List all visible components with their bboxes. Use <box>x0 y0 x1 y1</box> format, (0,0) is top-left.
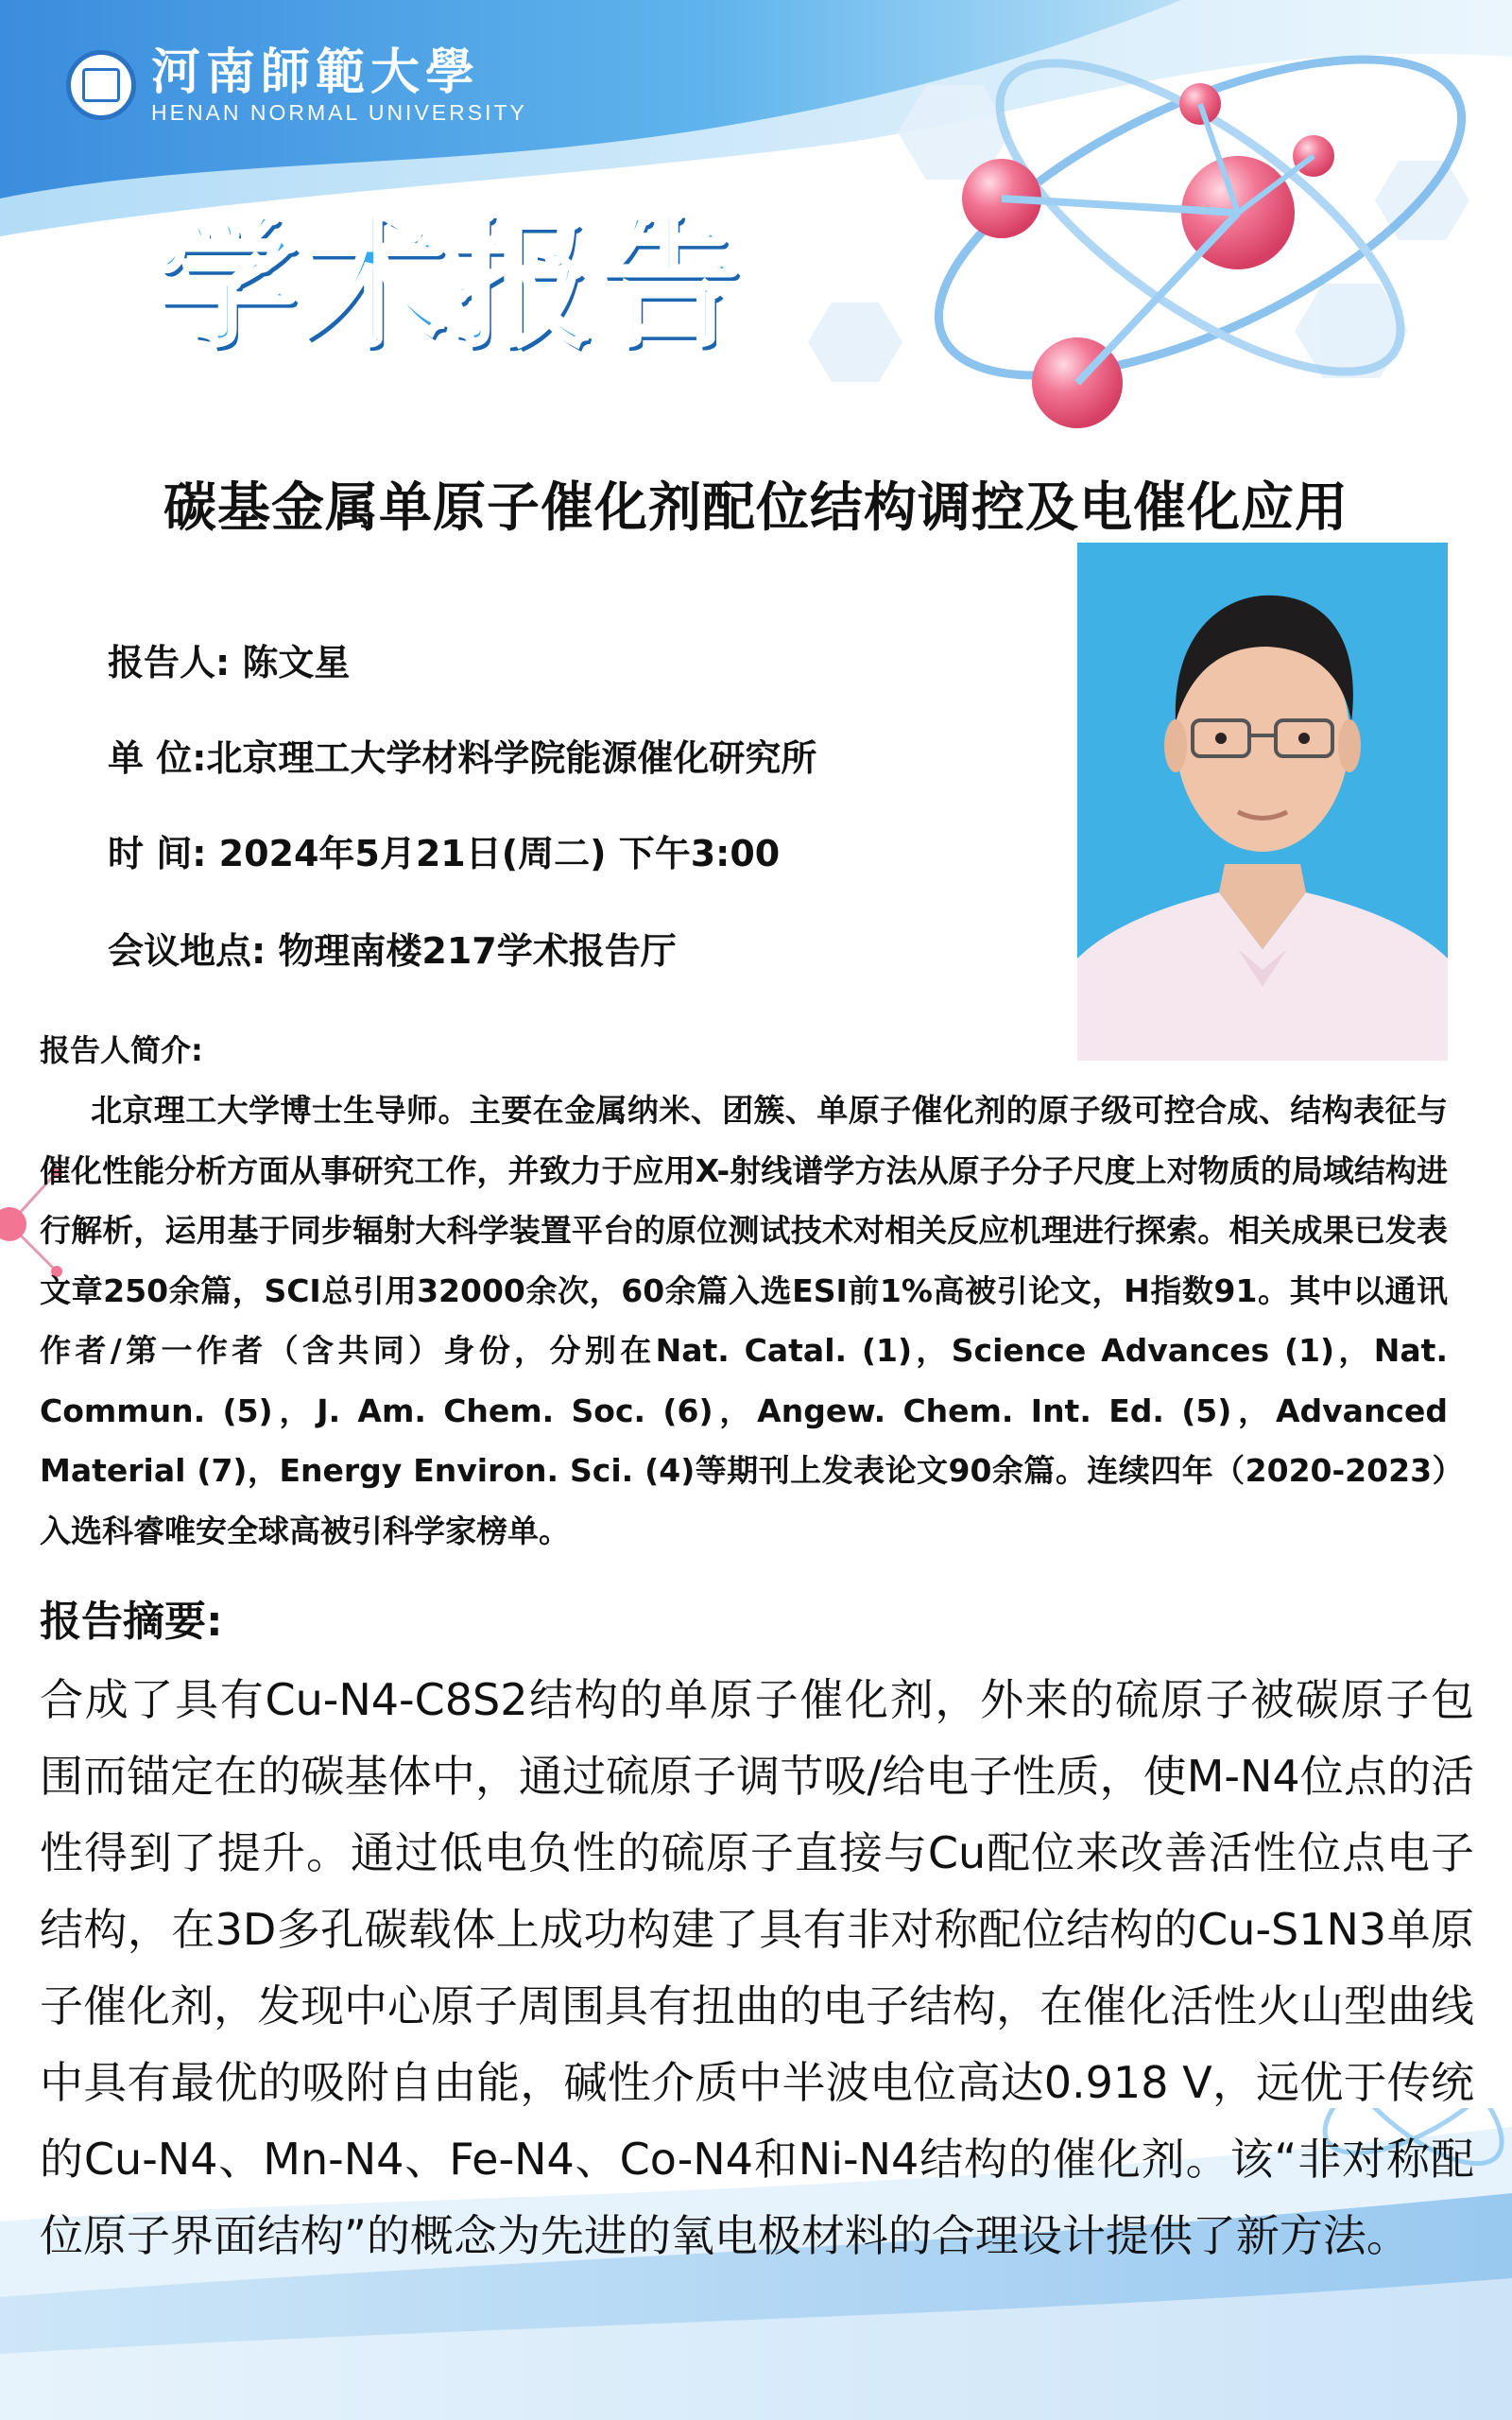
abstract-text: 合成了具有Cu-N4-C8S2结构的单原子催化剂，外来的硫原子被碳原子包围而锚定在的碳基体中，通过硫原子调节吸/给电子性质，使M-N4位点的活性得到了提升。通过低电负性的硫原子直接与Cu配位来改善活性位点电子结构，在3D多孔碳载体上成功构建了具有非对称配位结构的Cu-S1N3单原子催化剂，发现中心原子周围具有扭曲的电子结构，在催化活性火山型曲线中具有最优的吸附自由能，碱性介质中半波电位高达0.918 V，远优于传统的Cu-N4、Mn-N4、Fe-N4、Co-N4和Ni-N4结构的催化剂。该“非对称配位原子界面结构”的概念为先进的氧电极材料的合理设计提供了新方法。 <box>40 1674 1474 2261</box>
banner-title: 学术报告 <box>156 201 747 366</box>
university-seal-icon <box>66 50 136 120</box>
university-logo <box>66 45 527 125</box>
affiliation-line: 单 位:北京理工大学材料学院能源催化研究所 <box>108 737 817 779</box>
bio-text: 北京理工大学博士生导师。主要在金属纳米、团簇、单原子催化剂的原子级可控合成、结构表征与催化性能分析方面从事研究工作，并致力于应用X-射线谱学方法从原子分子尺度上对物质的局域结构进行解析，运用基于同步辐射大科学装置平台的原位测试技术对相关反应机理进行探索。相关成果已发表文章250余篇，SCI总引用32000余次，60余篇入选ESI前1%高被引论文，H指数91。其中以通讯作者/第一作者（含共同）身份，分别在Nat. Catal. (1)，Science Advances (1)，Nat. Commun. (5)，J. Am. Chem. Soc. (6)，Angew. Chem. Int. Ed. (5)，Advanced Material (7)，Energy Environ. Sci. (4)等期刊上发表论文90余篇。连续四年（2020-2023）入选科睿唯安全球高被引科学家榜单。 <box>40 1092 1448 1549</box>
talk-title: 碳基金属单原子催化剂配位结构调控及电催化应用 <box>163 477 1349 539</box>
speaker-photo <box>1077 543 1448 1061</box>
university-name-cn: 河南師範大學 <box>151 43 481 101</box>
venue-line: 会议地点: 物理南楼217学术报告厅 <box>108 930 677 972</box>
speaker-line: 报告人: 陈文星 <box>108 642 351 683</box>
time-line: 时 间: 2024年5月21日(周二) 下午3:00 <box>108 833 781 874</box>
bio-heading: 报告人简介: <box>40 1032 203 1068</box>
abstract-heading: 报告摘要: <box>40 1598 223 1646</box>
university-name-en: HENAN NORMAL UNIVERSITY <box>151 100 527 125</box>
